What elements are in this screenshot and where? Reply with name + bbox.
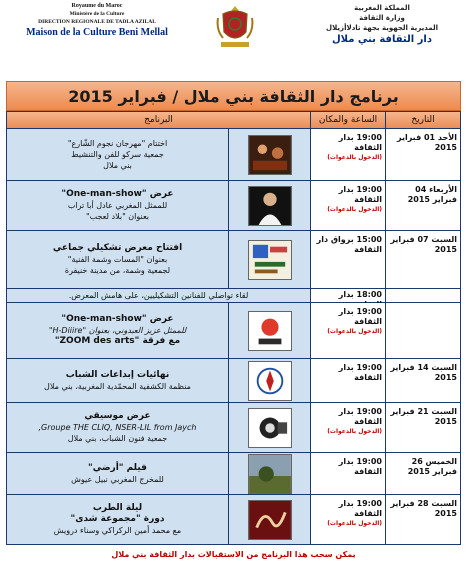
program-cell xyxy=(7,453,229,494)
invitation-note: (الدخول بالدعوات) xyxy=(327,328,382,335)
event-time: 19:00 بدار الثقافة xyxy=(338,185,382,204)
event-time: 15:00 برواق دار الثقافة xyxy=(316,235,382,254)
program-line: Groupe THE CLIQ, NSER-LIL from Jaych, xyxy=(38,423,197,432)
event-date: السبت 14 فبراير 2015 xyxy=(390,363,457,382)
program-line: مع فرقة "ZOOM des arts" xyxy=(54,336,181,346)
date-cell xyxy=(386,129,460,180)
event-date: السبت 07 فبراير 2015 xyxy=(390,235,457,254)
program-cell xyxy=(7,129,229,180)
event-date: الأحد 01 فبراير 2015 xyxy=(396,133,457,152)
program-line: للمخرج المغربي نبيل عيوش xyxy=(71,474,164,484)
program-cell xyxy=(7,231,229,288)
scout-emblem-icon xyxy=(248,361,292,401)
table-row xyxy=(7,231,460,289)
time-cell xyxy=(311,289,386,302)
program-line: للممثل المغربي عادل أبا تراب xyxy=(67,201,168,210)
letterhead xyxy=(0,0,469,56)
event-time: 19:00 بدار الثقافة xyxy=(338,363,382,382)
program-cell xyxy=(7,403,229,452)
invitation-note: (الدخول بالدعوات) xyxy=(327,428,382,435)
coat-of-arms-icon xyxy=(215,4,255,50)
exhibition-poster-icon xyxy=(248,240,292,280)
event-thumbnail xyxy=(229,181,311,230)
note-cell: لقاء تواصلي للفنانين التشكيليين، على هامش المعرض. xyxy=(7,289,311,302)
program-line: عرض "One-man-show" xyxy=(61,189,174,199)
footer-note: يمكن سحب هذا البرنامج من الاستقبالات بدار الثقافة بني ملال xyxy=(111,550,356,559)
date-cell xyxy=(386,495,460,544)
event-thumbnail xyxy=(229,129,311,180)
concert-poster-icon xyxy=(248,500,292,540)
program-line: دورة "مجموعة شدى" xyxy=(70,514,165,524)
date-cell xyxy=(386,289,460,302)
program-line: بعنوان "المسات وشمة الفنية" xyxy=(67,255,168,264)
event-thumbnail xyxy=(229,403,311,452)
invitation-note: (الدخول بالدعوات) xyxy=(327,520,382,527)
event-date: السبت 28 فبراير 2015 xyxy=(390,499,457,518)
letterhead-line: المديرية الجهوية بجهة تادلاأزيلال xyxy=(326,24,438,32)
program-line: لجمعية وشمة، من مدينة خنيفرة xyxy=(64,266,171,275)
table-row xyxy=(7,403,460,453)
header-program: البرنامج xyxy=(7,112,311,129)
event-date: الخميس 26 فبراير 2015 xyxy=(407,457,457,476)
event-thumbnail xyxy=(229,453,311,494)
event-time: 19:00 بدار الثقافة xyxy=(338,307,382,326)
event-thumbnail xyxy=(229,495,311,544)
table-row xyxy=(7,129,460,181)
time-cell xyxy=(311,359,386,402)
time-cell xyxy=(311,181,386,230)
program-line: بني ملال xyxy=(103,161,132,170)
program-line: نهائيات إبداعات الشباب xyxy=(65,369,170,380)
date-cell xyxy=(386,181,460,230)
table-row xyxy=(7,359,460,403)
event-date: الأربعاء 04 فبراير 2015 xyxy=(407,185,457,204)
header-date: التاريخ xyxy=(386,112,460,129)
table-row xyxy=(7,495,460,544)
event-date: السبت 21 فبراير 2015 xyxy=(390,407,457,426)
program-title-band xyxy=(6,81,461,111)
time-cell xyxy=(311,303,386,358)
program-line: مع محمد أمين الركراكي وسناء درويش xyxy=(53,526,182,535)
program-line: منظمة الكشفية المحمّدية المغربية، بني ملال xyxy=(44,381,191,391)
event-thumbnail xyxy=(229,359,311,402)
program-line: عرض موسيقي xyxy=(84,411,151,421)
letterhead-line: دار الثقافة بني ملال xyxy=(331,34,432,45)
time-cell xyxy=(311,403,386,452)
show-poster-icon xyxy=(248,311,292,351)
table-row xyxy=(7,289,460,303)
letterhead-line: وزارة الثقافة xyxy=(359,14,405,22)
invitation-note: (الدخول بالدعوات) xyxy=(327,154,382,161)
invitation-note: (الدخول بالدعوات) xyxy=(327,206,382,213)
event-thumbnail xyxy=(229,231,311,288)
program-line: بعنوان "بلاد لعجب" xyxy=(85,212,150,221)
event-time: 19:00 بدار الثقافة xyxy=(338,133,382,152)
letterhead-arabic xyxy=(307,3,457,47)
program-title: برنامج دار الثقافة بني ملال / فبراير 2015 xyxy=(68,87,399,106)
event-time: 18:00 بدار xyxy=(338,290,382,299)
table-row xyxy=(7,181,460,231)
date-cell xyxy=(386,231,460,288)
film-still-icon xyxy=(248,454,292,494)
program-line: جمعية فنون الشباب، بني ملال xyxy=(67,434,168,443)
time-cell xyxy=(311,453,386,494)
time-cell xyxy=(311,495,386,544)
time-cell xyxy=(311,231,386,288)
date-cell xyxy=(386,453,460,494)
program-line: للممثل عزيز العبدوني، بعنوان "H-Diiire" xyxy=(48,326,187,335)
letterhead-line: Maison de la Culture Beni Mellal xyxy=(26,27,168,38)
event-thumbnail xyxy=(229,303,311,358)
event-time: 19:00 بدار الثقافة xyxy=(338,499,382,518)
letterhead-line: DIRECTION REGIONALE DE TADLA AZILAL xyxy=(38,19,156,25)
letterhead-line: المملكة المغربية xyxy=(354,4,410,12)
time-cell xyxy=(311,129,386,180)
program-line: افتتاح معرض تشكيلي جماعي xyxy=(52,243,183,253)
date-cell xyxy=(386,359,460,402)
letterhead-french xyxy=(12,2,182,40)
program-table xyxy=(6,111,461,545)
program-cell xyxy=(7,359,229,402)
date-cell xyxy=(386,303,460,358)
program-cell xyxy=(7,495,229,544)
program-cell xyxy=(7,181,229,230)
table-row xyxy=(7,453,460,495)
date-cell xyxy=(386,403,460,452)
letterhead-line: Royaume du Maroc xyxy=(71,3,123,9)
letterhead-line: Ministère de la Culture xyxy=(69,11,125,17)
event-time: 19:00 بدار الثقافة xyxy=(338,407,382,426)
program-line: فيلم "أرضي" xyxy=(88,462,147,473)
program-line: جمعية سركو للفن والتنشيط xyxy=(71,150,164,159)
program-line: عرض "One-man-show" xyxy=(61,314,174,324)
program-line: ليلة الطرب xyxy=(92,503,143,513)
event-time: 19:00 بدار الثقافة xyxy=(338,457,382,476)
program-line: اختتام "مهرجان نجوم الشّارع" xyxy=(67,139,168,148)
program-cell xyxy=(7,303,229,358)
music-group-logo-icon xyxy=(248,408,292,448)
header-time-place: الساعة والمكان xyxy=(311,112,386,129)
performer-photo-icon xyxy=(248,186,292,226)
table-row xyxy=(7,303,460,359)
festival-photo-icon xyxy=(248,135,292,175)
